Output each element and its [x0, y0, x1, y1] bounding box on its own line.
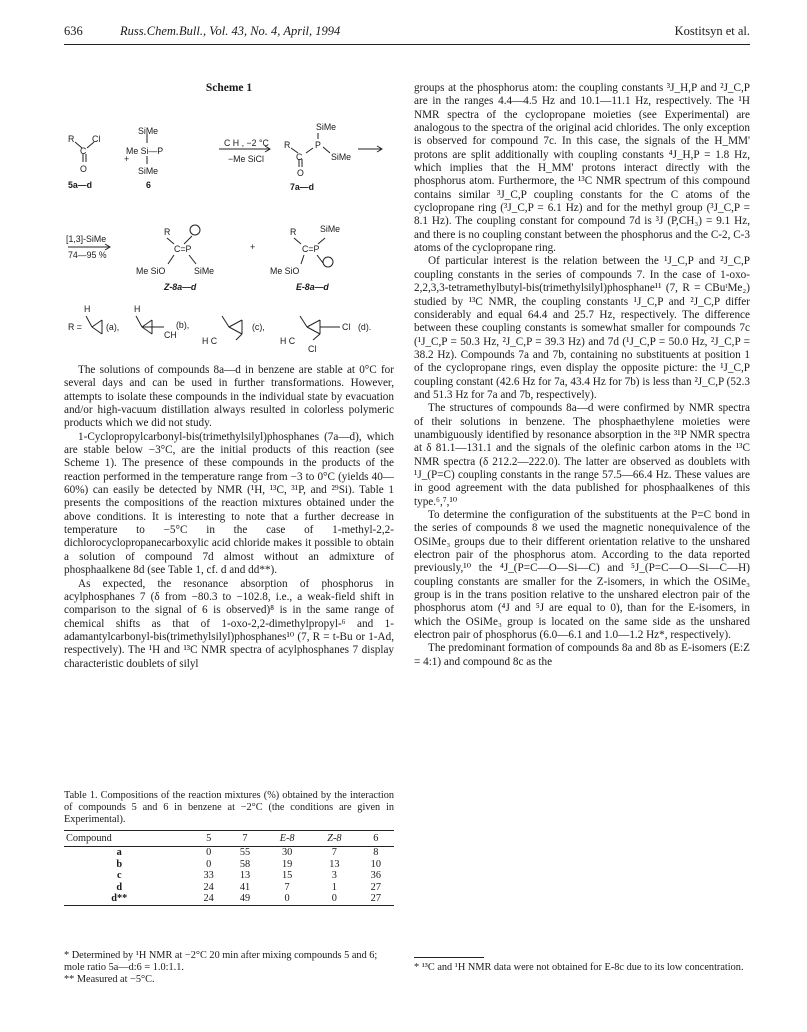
table-note-1: * Determined by ¹H NMR at −2°C 20 min after mixing compounds 5 and 6; mole ratio 5a—d:6 = 1.0:1.1. — [64, 950, 378, 973]
table-cell: d — [116, 881, 123, 893]
table-header-row — [64, 831, 394, 847]
table-cell: 0 — [311, 893, 358, 905]
r2-top: SiMe — [138, 126, 159, 136]
z-cp: C=P — [174, 244, 192, 254]
p-o: O — [297, 168, 304, 178]
z-left: Me SiO — [136, 266, 166, 276]
plus-2: + — [250, 242, 256, 252]
sub-r: R = — [68, 322, 82, 332]
table-cell: 24 — [191, 893, 227, 905]
left-column — [64, 364, 394, 671]
cond2-bot: 74—95 % — [68, 250, 107, 260]
scheme-title: Scheme 1 — [205, 82, 253, 94]
e-r: R — [290, 227, 297, 237]
p-top: SiMe — [316, 122, 337, 132]
table-cell: 3 — [331, 870, 337, 882]
footnote: * ¹³C and ¹H NMR data were not obtained for E-8c due to its low concentration. — [414, 962, 744, 973]
p-r: R — [284, 140, 291, 150]
table-header-cell: Z-8 — [311, 831, 358, 847]
e-left: Me SiO — [270, 266, 300, 276]
sub-h3c1: H C — [202, 336, 218, 346]
table-header-cell: Compound — [64, 831, 191, 847]
composition-table — [64, 830, 394, 906]
table-cell: 49 — [227, 893, 263, 905]
label-6: 6 — [146, 180, 151, 190]
page-header — [64, 24, 750, 40]
table-cell: 15 — [281, 870, 293, 882]
table-cell: 0 — [206, 858, 212, 870]
sub-d: (d). — [358, 322, 372, 332]
table-cell: 58 — [239, 858, 251, 870]
table-note-2: ** Measured at −5°C. — [64, 974, 155, 985]
plus-1: + — [124, 154, 130, 164]
table-notes — [64, 950, 394, 986]
table-header-cell: 7 — [227, 831, 263, 847]
p-simes: SiMe — [331, 152, 352, 162]
right-column — [414, 82, 750, 669]
right-paragraph-3: The structures of compounds 8a—d were confirmed by NMR spectra of their solutions in benzene. The phosphaethylene moieties were unambiguously identified by resonance absorption in the ³¹P NMR spectra at δ 81.1—131.1 and the signals of the olefinic carbon atoms in the ¹³C NMR spectra (δ 212.2—222.0). The latter are observed as doublets with ¹J_(P=C) coupling constants in the range 57.5—66.4 Hz. These values are in good agreement with the data published for phosphaalkenes of this type.⁶,⁷,¹⁰ — [414, 402, 750, 508]
left-paragraph-1: The solutions of compounds 8a—d in benzene are stable at 0°C for several days and can be used in further transformations. However, attempts to isolate these compounds in the individual state by evacuation and/or high-vacuum distillation always resulted in colorless polymeric products which we did not study. — [64, 364, 394, 430]
e-top: SiMe — [320, 224, 341, 234]
scheme-1 — [64, 82, 394, 357]
table-cell: c — [116, 870, 122, 882]
sub-b: (b), — [176, 320, 190, 330]
journal-citation: Russ.Chem.Bull., Vol. 43, No. 4, April, 1994 — [120, 24, 341, 38]
table-cell: 10 — [370, 858, 381, 870]
table-cell: 0 — [263, 893, 311, 905]
table-cell: a — [116, 847, 122, 858]
cond2-top: [1,3]-SiMe — [66, 234, 107, 244]
table-header-cell: 5 — [191, 831, 227, 847]
label-z8: Z-8a—d — [164, 282, 197, 292]
label-7: 7a—d — [290, 182, 314, 192]
r1-cl: Cl — [92, 134, 101, 144]
right-paragraph-4: To determine the configuration of the substituents at the P=C bond in the series of compounds 8 we used the magnetic nonequivalence of the OSiMe₃ groups due to their different orientation relative to the unshared electron pair of the phosphorus atom. According to the data reported previously,¹⁰ the ⁴J_(P=C—O—Si—C) and ⁵J_(P=C—O—Si—C—H) coupling constants are smaller for the Z-isomers, in which the OSiMe₃ group is in the trans position relative to the unshared electron pair of the phosphorus atom (⁴J and ⁵J are equal to 0), than for the E-isomers, in which the OSiMe₃ group is located on the same side as the unshared electron pair of phosphorus (6.0—6.1 and 1.0—1.2 Hz*, respectively). — [414, 509, 750, 642]
sub-h1: H — [84, 304, 91, 314]
p-p: P — [315, 140, 321, 150]
sub-c: (c), — [252, 322, 265, 332]
r2-mid: Me Si—P — [126, 146, 164, 156]
table-row — [64, 859, 394, 871]
cond1-top: C H , −2 °C — [224, 138, 269, 148]
table-cell: 1 — [331, 881, 337, 893]
right-paragraph-5: The predominant formation of compounds 8a and 8b as E-isomers (E:Z = 4:1) and compound 8c as the — [414, 642, 750, 668]
table-header-cell: 6 — [358, 831, 394, 847]
p-c: C — [296, 152, 303, 162]
scheme-bonds — [64, 82, 394, 357]
table-cell: 7 — [284, 881, 290, 893]
page-number: 636 — [64, 24, 83, 38]
table-cell: 41 — [239, 881, 251, 893]
sub-h2: H — [134, 304, 141, 314]
table-cell: 8 — [373, 847, 379, 858]
label-e8: E-8a—d — [296, 282, 329, 292]
sub-h3c2: H C — [280, 336, 296, 346]
table-cell: 13 — [329, 858, 340, 870]
table-row — [64, 847, 394, 859]
table-cell: 13 — [239, 870, 251, 882]
table-cell: 36 — [370, 870, 381, 882]
r1-r: R — [68, 134, 75, 144]
table-cell: 24 — [203, 881, 214, 893]
table-cell: 30 — [281, 847, 293, 858]
table-cell: 27 — [358, 893, 394, 905]
table-header-cell: E-8 — [263, 831, 311, 847]
table-cell: 27 — [370, 881, 381, 893]
z-right: SiMe — [194, 266, 215, 276]
r1-c: C — [80, 146, 87, 156]
footnote-rule — [414, 957, 484, 958]
label-5: 5a—d — [68, 180, 92, 190]
table-cell: 55 — [239, 847, 251, 858]
left-paragraph-2: 1-Cyclopropylcarbonyl-bis(trimethylsilyl)phosphanes (7a—d), which are stable below −3°C, are the initial products of this reaction (see Scheme 1). The presence of these compounds in the products of the reaction performed in the temperature range from −3 to 0°C (yields 40—60%) can easily be detected by NMR (¹H, ¹³C, ³¹P, and ²⁹Si). Table 1 presents the compositions of the reaction mixtures obtained under the above conditions. It is interesting to note that a further decrease in temperature to −5°C in the case of 1-methyl-2,2-dichlorocyclopropanecarboxylic acid chloride makes it possible to obtain a solution of compound 7d almost without an admixture of phosphaalkene 8d (see Table 1, cf. d and dd**). — [64, 430, 394, 577]
sub-a: (a), — [106, 322, 120, 332]
table-cell: 19 — [281, 858, 293, 870]
sub-ch3: CH — [164, 330, 177, 340]
cond1-bot: −Me SiCl — [228, 154, 264, 164]
table-cell: 7 — [331, 847, 337, 858]
table-cell: b — [116, 858, 123, 870]
running-authors: Kostitsyn et al. — [674, 24, 750, 38]
left-paragraph-3: As expected, the resonance absorption of phosphorus in acylphosphanes 7 (δ from −80.3 to −102.8, i.e., a weak-field shift in comparison to the signal of 6 is observed)⁸ is in the same range of chemical shifts as that of 1-oxo-2,2-dimethylpropyl-⁶ and 1-adamantylcarbonyl-bis(trimethylsilyl)phosphanes¹⁰ (7, R = t-Bu or 1-Ad, respectively). The ¹H and ¹³C NMR spectra of acylphosphanes 7 display characteristic doublets of silyl — [64, 577, 394, 670]
e-cp: C=P — [302, 244, 320, 254]
table-cell: 33 — [203, 870, 214, 882]
table-caption: Table 1. Compositions of the reaction mixtures (%) obtained by the interaction of compounds 5 and 6 in benzene at −2°C (the conditions are given in Experimental). — [64, 790, 394, 825]
sub-cl2: Cl — [308, 344, 317, 354]
table-row — [64, 893, 394, 905]
header-rule — [64, 44, 750, 45]
z-r: R — [164, 227, 171, 237]
sub-cl1: Cl — [342, 322, 351, 332]
table-row — [64, 870, 394, 882]
r2-bot: SiMe — [138, 166, 159, 176]
right-paragraph-1: groups at the phosphorus atom: the coupling constants ³J_H,P and ²J_C,P are in the ranges 4.4—4.5 Hz and 10.1—11.1 Hz, respectively. The ¹H NMR spectra of the cyclopropane moieties (see Experimental) are analogous to the spectra of the original acid chlorides. The only exception is observed for compound 7c. In this case, the signals of the H_MM' protons are split additionally with coupling constants ⁴J_H,P = 1.8 Hz, which implies that the H_MM' protons interact directly with the phosphorus atom. Furthermore, the ¹³C NMR spectrum of this compound contains similar ³J_C,P coupling constants for the C atoms of the cyclopropane ring (³J_C,P = 6.1 Hz) and for the methyl group (³J_C,P = 8.1 Hz). The coupling constant for compound 7d is ³J (P,CH₃) = 9.1 Hz, and there is no coupling constant between the phosphorus and the C-2, C-3 atoms of the cyclopropane ring. — [414, 82, 750, 255]
table-row — [64, 882, 394, 894]
r1-o: O — [80, 164, 87, 174]
table-cell: 0 — [206, 847, 212, 858]
right-paragraph-2: Of particular interest is the relation between the ¹J_C,P and ²J_C,P coupling constants in the series of compounds 7. In the case of 1-oxo-2,2,3,3-tetramethylbutyl-bis(trimethylsilyl)phosphane¹¹ (7, R = CBuᵗMe₂) studied by ¹³C NMR, the coupling constants ¹J_C,P and ²J_C,P differ considerably and equal 64.4 and 25.7 Hz, respectively. The difference between these coupling constants is somewhat smaller for compounds 7c (¹J_C,P = 50.3 Hz, ²J_C,P = 39.3 Hz) and 7d (¹J_C,P = 50.0 Hz, ²J_C,P = 38.2 Hz). Compounds 7a and 7b, containing no substituents at position 1 of the cyclopropane rings, even display the opposite picture: the ¹J_C,P coupling constant (42.6 Hz for 7a, 43.4 Hz for 7b) is less than ²J_C,P (52.3 and 51.3 Hz for 7a and 7b, respectively). — [414, 255, 750, 401]
table-cell: d** — [64, 893, 191, 905]
